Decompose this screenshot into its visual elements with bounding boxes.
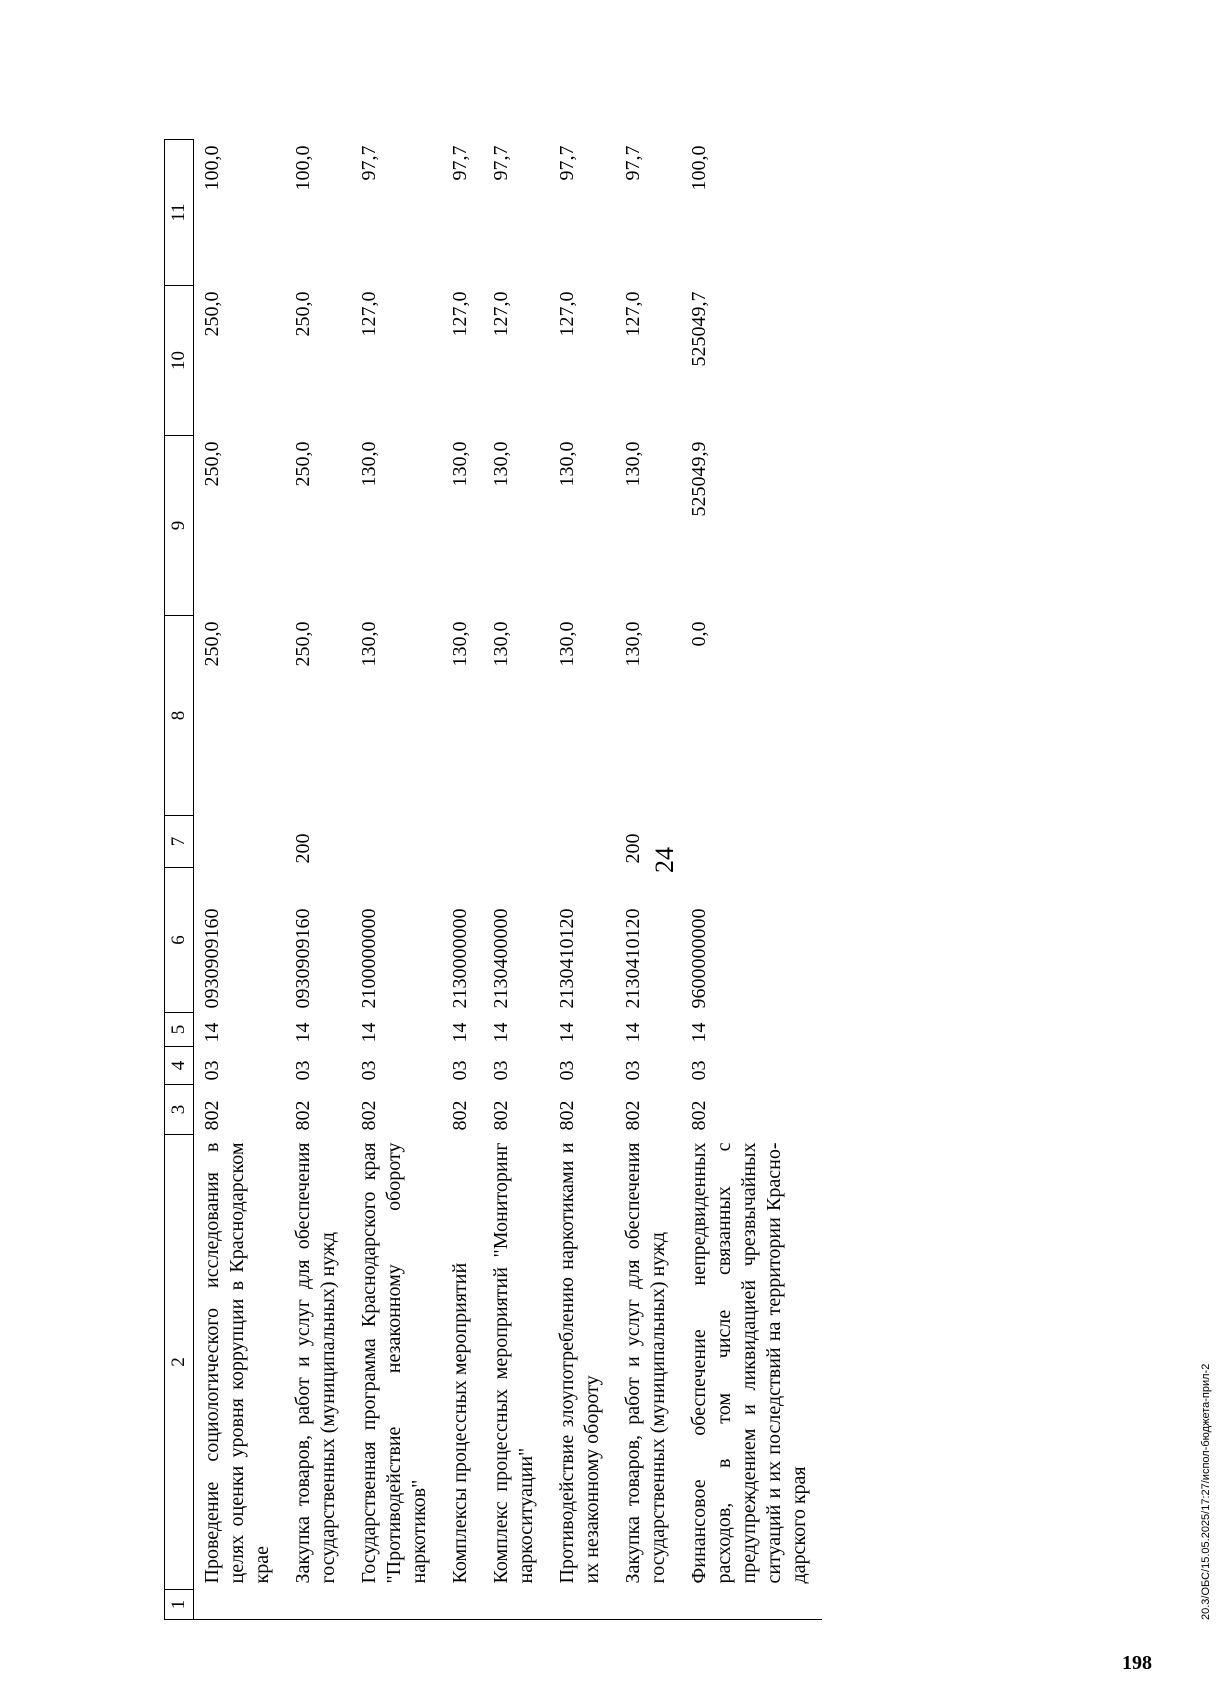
- table-row: [681, 140, 822, 1620]
- target-article-cell: 2130000000: [448, 908, 471, 1009]
- subsection-code-cell: 14: [200, 1022, 223, 1043]
- percent-executed-cell: 97,7: [489, 145, 512, 181]
- expense-type-cell: 200: [621, 833, 644, 864]
- rotated-page: [140, 100, 1220, 1620]
- row-number-cell: [285, 1590, 351, 1620]
- row-name-cell: Закупка товаров, работ и услуг для обеспечения государственных (муниципальных) нужд: [291, 1142, 339, 1584]
- ministry-code-cell: 802: [489, 1100, 512, 1131]
- column-header: 10: [165, 286, 194, 436]
- approved-amount-cell: 130,0: [357, 621, 380, 667]
- target-article-cell: 2130400000: [489, 908, 512, 1009]
- percent-executed-cell: 97,7: [621, 145, 644, 181]
- percent-executed-cell: 100,0: [687, 145, 710, 191]
- budget-schedule-cell: 525049,9: [687, 441, 710, 517]
- subsection-code-cell: 14: [489, 1022, 512, 1043]
- ministry-code-cell: 802: [687, 1100, 710, 1131]
- table-row: [442, 140, 483, 1620]
- budget-schedule-cell: 130,0: [555, 441, 578, 487]
- executed-amount-cell: 250,0: [291, 291, 314, 337]
- subsection-code-cell: 14: [555, 1022, 578, 1043]
- ministry-code-cell: 802: [448, 1100, 471, 1131]
- row-name-cell: Государственная программа Краснодарского края "Противодействие незаконному обороту наркотиков": [357, 1142, 430, 1584]
- row-name-cell: Закупка товаров, работ и услуг для обеспечения государственных (муниципальных) нужд: [621, 1142, 669, 1584]
- percent-executed-cell: 97,7: [448, 145, 471, 181]
- column-header: 9: [165, 436, 194, 616]
- approved-amount-cell: 0,0: [687, 621, 710, 647]
- row-name-cell: Проведение социологического исследования в целях оценки уровня коррупции в Краснодарском крае: [200, 1142, 273, 1584]
- budget-schedule-cell: 130,0: [621, 441, 644, 487]
- expense-type-cell: [351, 816, 442, 868]
- budget-schedule-cell: 130,0: [448, 441, 471, 487]
- expense-type-cell: 200: [291, 833, 314, 864]
- table-row: [285, 140, 351, 1620]
- percent-executed-cell: 97,7: [555, 145, 578, 181]
- budget-table: [164, 139, 822, 1620]
- row-name-cell: Комплекс процессных мероприятий "Мониторинг наркоситуации": [489, 1142, 537, 1584]
- budget-schedule-cell: 130,0: [357, 441, 380, 487]
- row-number-cell: [549, 1590, 615, 1620]
- subsection-code-cell: 14: [357, 1022, 380, 1043]
- executed-amount-cell: 127,0: [357, 291, 380, 337]
- executed-amount-cell: 127,0: [555, 291, 578, 337]
- target-article-cell: 9600000000: [687, 908, 710, 1009]
- section-code-cell: 03: [291, 1060, 314, 1081]
- row-number-cell: [442, 1590, 483, 1620]
- ministry-code-cell: 802: [200, 1100, 223, 1131]
- column-header: 8: [165, 616, 194, 816]
- table-row: [483, 140, 549, 1620]
- expense-type-cell: [549, 816, 615, 868]
- column-header: 4: [165, 1047, 194, 1085]
- ministry-code-cell: 802: [621, 1100, 644, 1131]
- approved-amount-cell: 130,0: [555, 621, 578, 667]
- table-header-row: [165, 140, 194, 1620]
- executed-amount-cell: 127,0: [621, 291, 644, 337]
- row-name-cell: Комплексы процессных мероприятий: [448, 1262, 471, 1584]
- expense-type-cell: [483, 816, 549, 868]
- column-header: 2: [165, 1135, 194, 1590]
- approved-amount-cell: 250,0: [291, 621, 314, 667]
- row-name-cell: Финансовое обеспечение непредвиденных расходов, в том числе связанных с предупреждением и ликвидацией чрезвычайных ситуаций и их последствий на территории Краснодарского края: [687, 1142, 810, 1584]
- section-code-cell: 03: [448, 1060, 471, 1081]
- subsection-code-cell: 14: [687, 1022, 710, 1043]
- row-number-cell: [681, 1590, 822, 1620]
- budget-schedule-cell: 130,0: [489, 441, 512, 487]
- table-row: [193, 140, 285, 1620]
- budget-schedule-cell: 250,0: [291, 441, 314, 487]
- target-article-cell: 2100000000: [357, 908, 380, 1009]
- section-code-cell: 03: [357, 1060, 380, 1081]
- executed-amount-cell: 525049,7: [687, 291, 710, 367]
- target-article-cell: 2130410120: [555, 908, 578, 1009]
- row-number-cell: [483, 1590, 549, 1620]
- target-article-cell: 0930909160: [200, 908, 223, 1009]
- table-row: [615, 140, 681, 1620]
- row-name-cell: Противодействие злоупотреблению наркотиками и их незаконному обороту: [555, 1142, 603, 1584]
- section-code-cell: 03: [555, 1060, 578, 1081]
- approved-amount-cell: 130,0: [448, 621, 471, 667]
- column-header: 3: [165, 1085, 194, 1135]
- table-row: [351, 140, 442, 1620]
- section-code-cell: 03: [621, 1060, 644, 1081]
- expense-type-cell: [193, 816, 285, 868]
- document-id: 20.3/ОБС/15.05.2025/17:27/испол-бюджета-прил-2: [1200, 1363, 1212, 1620]
- row-number-cell: [193, 1590, 285, 1620]
- subsection-code-cell: 14: [291, 1022, 314, 1043]
- expense-type-cell: [442, 816, 483, 868]
- subsection-code-cell: 14: [621, 1022, 644, 1043]
- column-header: 5: [165, 1013, 194, 1047]
- subsection-code-cell: 14: [448, 1022, 471, 1043]
- row-number-cell: [615, 1590, 681, 1620]
- table-row: [549, 140, 615, 1620]
- approved-amount-cell: 130,0: [489, 621, 512, 667]
- executed-amount-cell: 250,0: [200, 291, 223, 337]
- approved-amount-cell: 130,0: [621, 621, 644, 667]
- executed-amount-cell: 127,0: [448, 291, 471, 337]
- target-article-cell: 0930909160: [291, 908, 314, 1009]
- percent-executed-cell: 100,0: [200, 145, 223, 191]
- target-article-cell: 2130410120: [621, 908, 644, 1009]
- executed-amount-cell: 127,0: [489, 291, 512, 337]
- section-code-cell: 03: [489, 1060, 512, 1081]
- page-number: 24: [650, 847, 679, 873]
- column-header: 11: [165, 140, 194, 286]
- expense-type-cell: [681, 816, 822, 868]
- column-header: 6: [165, 868, 194, 1013]
- ministry-code-cell: 802: [291, 1100, 314, 1131]
- budget-schedule-cell: 250,0: [200, 441, 223, 487]
- section-code-cell: 03: [200, 1060, 223, 1081]
- percent-executed-cell: 97,7: [357, 145, 380, 181]
- column-header: 1: [165, 1590, 194, 1620]
- column-header: 7: [165, 816, 194, 868]
- percent-executed-cell: 100,0: [291, 145, 314, 191]
- sheet-number: 198: [1122, 1652, 1152, 1674]
- row-number-cell: [351, 1590, 442, 1620]
- ministry-code-cell: 802: [555, 1100, 578, 1131]
- approved-amount-cell: 250,0: [200, 621, 223, 667]
- ministry-code-cell: 802: [357, 1100, 380, 1131]
- section-code-cell: 03: [687, 1060, 710, 1081]
